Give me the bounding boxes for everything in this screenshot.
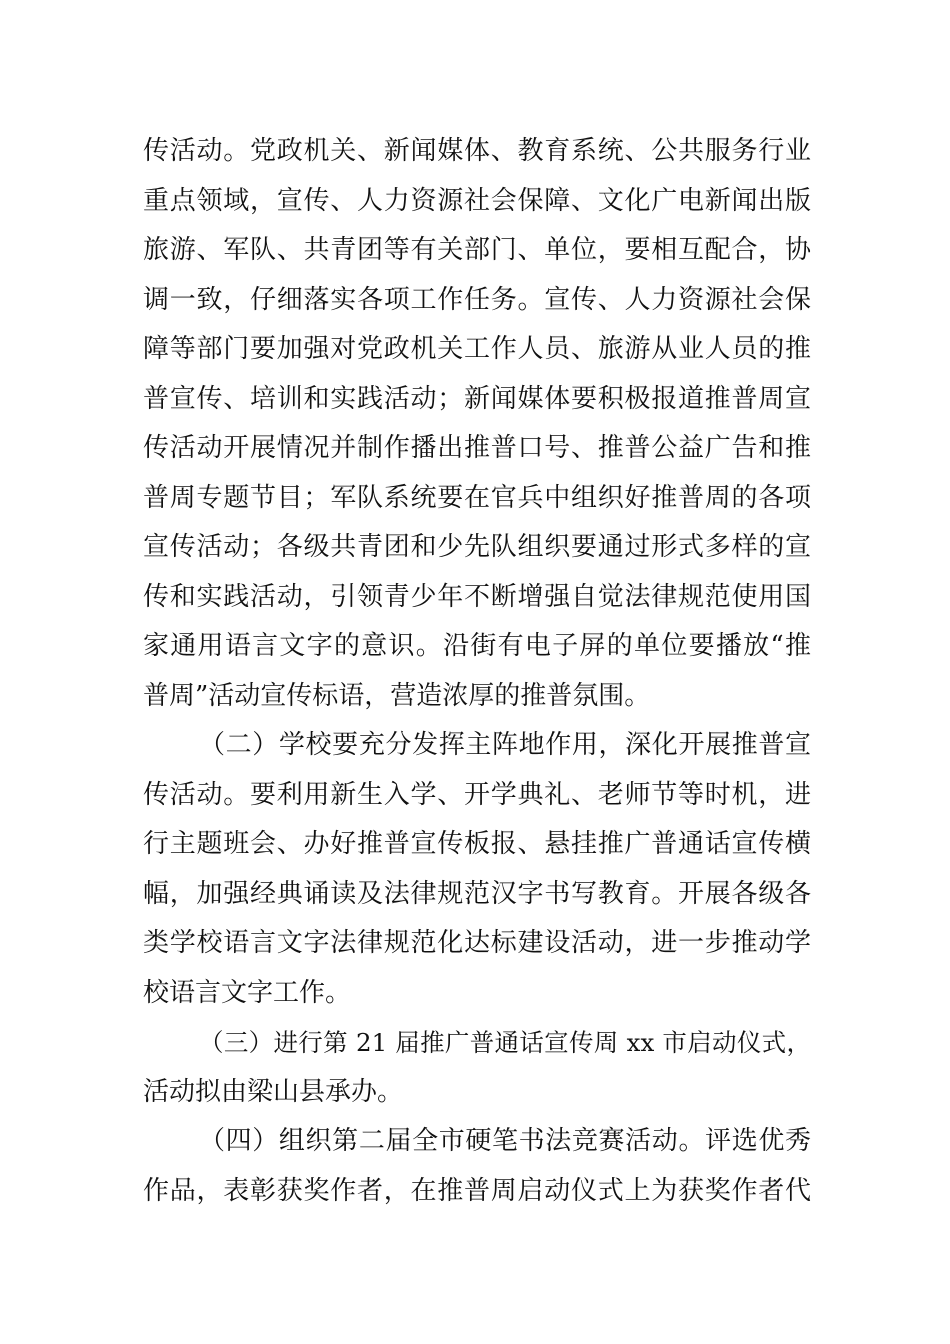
text-line: 障等部门要加强对党政机关工作人员、旅游从业人员的推 [143,334,811,364]
text-line: 作品，表彰获奖作者，在推普周启动仪式上为获奖作者代 [143,1175,811,1206]
text-line: 家通用语言文字的意识。沿街有电子屏的单位要播放“推 [143,631,811,661]
paragraph-heading-line: （二）学校要充分发挥主阵地作用，深化开展推普宣 [199,730,811,760]
text-line: 普周专题节目；军队系统要在官兵中组织好推普周的各项 [143,482,811,513]
text-line: 调一致，仔细落实各项工作任务。宣传、人力资源社会保 [143,284,811,315]
text-line: 活动拟由梁山县承办。 [143,1076,404,1107]
text-line: 普宣传、培训和实践活动；新闻媒体要积极报道推普周宣 [143,383,811,414]
text-line: 幅，加强经典诵读及法律规范汉字书写教育。开展各级各 [143,878,811,909]
text-line: 传活动。党政机关、新闻媒体、教育系统、公共服务行业 [143,136,811,166]
paragraph-heading-line: （三）进行第 21 届推广普通话宣传周 xx 市启动仪式， [199,1028,811,1057]
text-line: 重点领域，宣传、人力资源社会保障、文化广电新闻出版 [143,185,811,216]
text-line: 宣传活动；各级共青团和少先队组织要通过形式多样的宣 [143,532,811,562]
text-line: 传活动。要利用新生入学、开学典礼、老师节等时机，进 [143,779,811,810]
text-line: 行主题班会、办好推普宣传板报、悬挂推广普通话宣传横 [143,829,811,859]
text-line: 校语言文字工作。 [143,977,352,1008]
text-line: 传和实践活动，引领青少年不断增强自觉法律规范使用国 [143,581,811,612]
text-line: 传活动开展情况并制作播出推普口号、推普公益广告和推 [143,433,811,463]
text-line: 类学校语言文字法律规范化达标建设活动，进一步推动学 [143,928,811,958]
text-line: 普周”活动宣传标语，营造浓厚的推普氛围。 [143,680,651,711]
text-line: 旅游、军队、共青团等有关部门、单位，要相互配合，协 [143,235,811,265]
paragraph-heading-line: （四）组织第二届全市硬笔书法竞赛活动。评选优秀 [199,1126,811,1156]
body-text [143,127,811,1216]
